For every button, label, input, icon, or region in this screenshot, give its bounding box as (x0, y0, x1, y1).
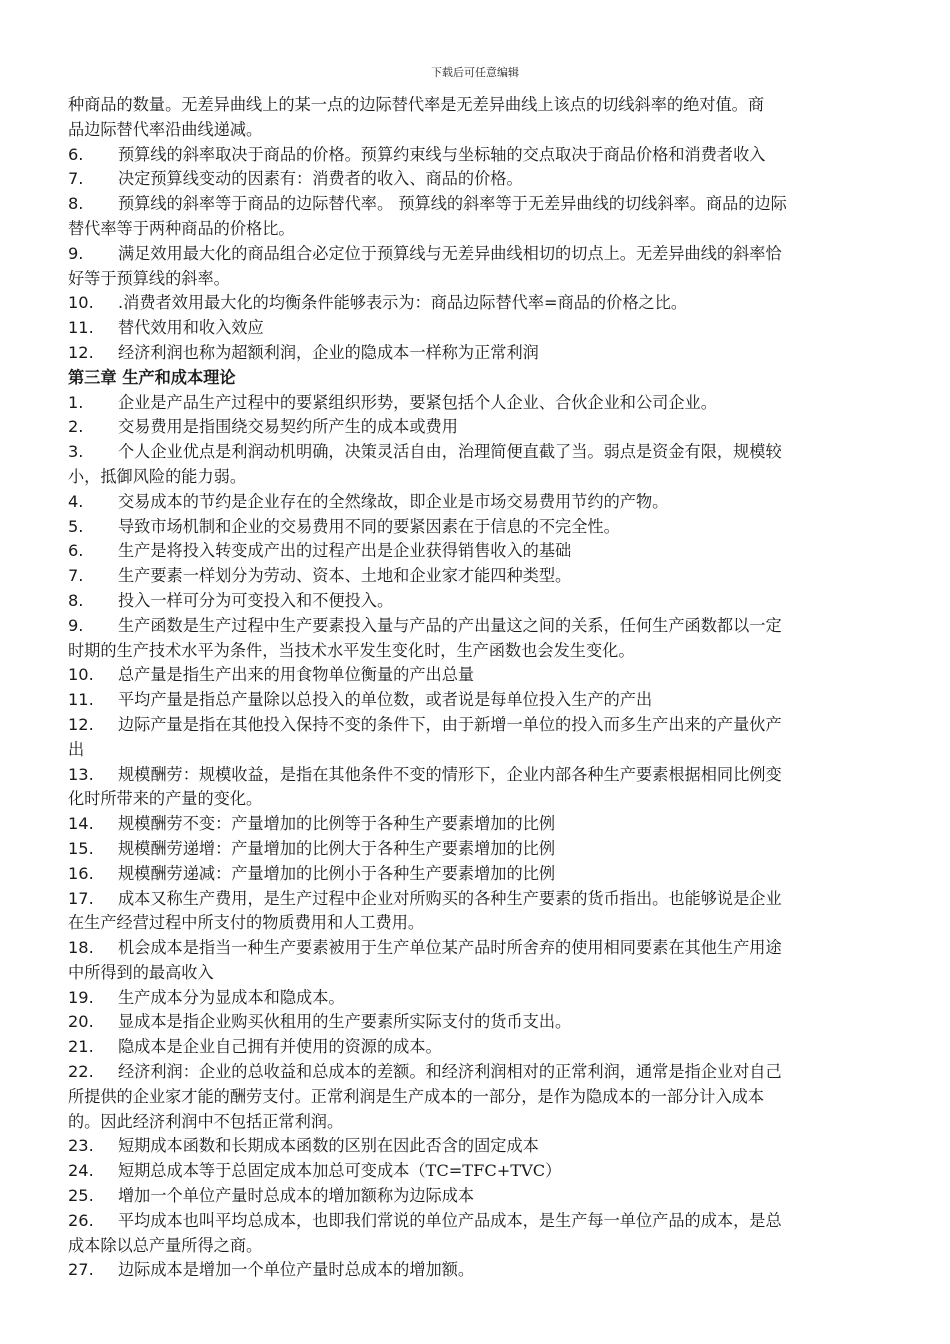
item-text: 成本除以总产量所得之商。 (68, 1235, 263, 1255)
numbered-item (68, 1159, 904, 1184)
item-number: 25. (68, 1186, 94, 1206)
numbered-item (68, 862, 904, 887)
item-text: 规模酬劳：规模收益，是指在其他条件不变的情形下，企业内部各种生产要素根据相同比例变 (118, 764, 782, 784)
item-line (68, 316, 904, 341)
item-number: 23. (68, 1136, 94, 1156)
numbered-item (68, 440, 904, 490)
item-text: 短期总成本等于总固定成本加总可变成本（TC=TFC+TVC） (118, 1161, 562, 1181)
item-line (68, 1209, 904, 1234)
item-line (68, 787, 904, 812)
item-line (68, 465, 904, 490)
numbered-item (68, 391, 904, 416)
item-text: 中所得到的最高收入 (68, 962, 214, 982)
item-text: 时期的生产技术水平为条件，当技术水平发生变化时，生产函数也会发生变化。 (68, 640, 635, 660)
item-line (68, 887, 904, 912)
item-line (68, 911, 904, 936)
numbered-item (68, 490, 904, 515)
item-text: 增加一个单位产量时总成本的增加额称为边际成本 (118, 1186, 475, 1206)
numbered-item (68, 812, 904, 837)
item-text: 小，抵御风险的能力弱。 (68, 466, 247, 486)
numbered-item (68, 1209, 904, 1259)
item-line (68, 391, 904, 416)
item-text: 平均成本也叫平均总成本，也即我们常说的单位产品成本，是生产每一单位产品的成本，是总 (118, 1210, 782, 1230)
item-text: 导致市场机制和企业的交易费用不同的要紧因素在于信息的不完全性。 (118, 516, 620, 536)
item-line (68, 341, 904, 366)
numbered-item (68, 1060, 904, 1134)
item-number: 7. (68, 566, 84, 586)
numbered-item (68, 539, 904, 564)
item-line (68, 1110, 904, 1135)
item-text: 交易费用是指围绕交易契约所产生的成本或费用 (118, 417, 458, 437)
item-number: 3. (68, 442, 84, 462)
item-text: 总产量是指生产出来的用食物单位衡量的产出总量 (118, 665, 475, 685)
item-line (68, 267, 904, 292)
item-number: 1. (68, 392, 84, 412)
item-text: 在生产经营过程中所支付的物质费用和人工费用。 (68, 913, 425, 933)
item-line (68, 440, 904, 465)
item-text: 决定预算线变动的因素有：消费者的收入、商品的价格。 (118, 169, 523, 189)
item-text: 短期成本函数和长期成本函数的区别在因此否含的固定成本 (118, 1136, 539, 1156)
numbered-item (68, 415, 904, 440)
numbered-item (68, 291, 904, 316)
item-number: 7. (68, 169, 84, 189)
item-line (68, 515, 904, 540)
item-line (68, 490, 904, 515)
numbered-item (68, 1184, 904, 1209)
item-number: 20. (68, 1012, 94, 1032)
numbered-item (68, 564, 904, 589)
item-line (68, 1010, 904, 1035)
item-text: 替代效用和收入效应 (118, 318, 264, 338)
item-number: 15. (68, 838, 94, 858)
intro-line-1: 种商品的数量。无差异曲线上的某一点的边际替代率是无差异曲线上该点的切线斜率的绝对值。商 (68, 95, 765, 114)
numbered-item (68, 167, 904, 192)
numbered-item (68, 763, 904, 813)
item-line (68, 217, 904, 242)
item-line (68, 1134, 904, 1159)
numbered-item (68, 887, 904, 937)
item-text: 交易成本的节约是企业存在的全然缘故，即企业是市场交易费用节约的产物。 (118, 491, 669, 511)
item-text: 投入一样可分为可变投入和不便投入。 (118, 590, 394, 610)
item-line (68, 688, 904, 713)
item-number: 10. (68, 293, 94, 313)
item-number: 22. (68, 1062, 94, 1082)
item-line (68, 1258, 904, 1283)
item-text: 成本又称生产费用，是生产过程中企业对所购买的各种生产要素的货币指出。也能够说是企业 (118, 888, 782, 908)
page-header: 下载后可任意编辑 (431, 66, 519, 79)
numbered-item (68, 341, 904, 366)
item-number: 11. (68, 690, 94, 710)
item-line (68, 1159, 904, 1184)
item-number: 21. (68, 1037, 94, 1057)
item-line (68, 837, 904, 862)
item-number: 4. (68, 491, 84, 511)
item-line (68, 192, 904, 217)
item-line (68, 614, 904, 639)
item-text: 生产是将投入转变成产出的过程产出是企业获得销售收入的基础 (118, 541, 572, 561)
numbered-item (68, 614, 904, 664)
item-number: 24. (68, 1161, 94, 1181)
item-text: 机会成本是指当一种生产要素被用于生产单位某产品时所舍弃的使用相同要素在其他生产用途 (118, 938, 782, 958)
numbered-item (68, 837, 904, 862)
item-number: 26. (68, 1210, 94, 1230)
item-line (68, 763, 904, 788)
item-number: 12. (68, 342, 94, 362)
item-text: 边际产量是指在其他投入保持不变的条件下，由于新增一单位的投入而多生产出来的产量伙产 (118, 714, 782, 734)
item-line (68, 564, 904, 589)
item-text: 化时所带来的产量的变化。 (68, 789, 263, 809)
numbered-item (68, 1258, 904, 1283)
item-text: 个人企业优点是利润动机明确，决策灵活自由，治理简便直截了当。弱点是资金有限，规模较 (118, 442, 782, 462)
numbered-item (68, 936, 904, 986)
item-text: 生产成本分为显成本和隐成本。 (118, 987, 345, 1007)
item-line (68, 862, 904, 887)
item-text: 经济利润：企业的总收益和总成本的差额。和经济利润相对的正常利润，通常是指企业对自己 (118, 1062, 782, 1082)
item-text: 替代率等于两种商品的价格比。 (68, 218, 295, 238)
item-text: 生产函数是生产过程中生产要素投入量与产品的产出量这之间的关系，任何生产函数都以一定 (118, 615, 782, 635)
numbered-item (68, 589, 904, 614)
numbered-item (68, 1134, 904, 1159)
chapter-title: 第三章 生产和成本理论 (68, 367, 236, 387)
item-number: 19. (68, 987, 94, 1007)
item-text: 好等于预算线的斜率。 (68, 268, 230, 288)
numbered-item (68, 1010, 904, 1035)
item-number: 27. (68, 1260, 94, 1280)
section-list-consumer (68, 143, 904, 366)
item-number: 6. (68, 541, 84, 561)
numbered-item (68, 986, 904, 1011)
item-number: 2. (68, 417, 84, 437)
item-text: 的。因此经济利润中不包括正常利润。 (68, 1111, 344, 1131)
item-line (68, 242, 904, 267)
item-number: 17. (68, 888, 94, 908)
numbered-item (68, 713, 904, 763)
item-number: 8. (68, 590, 84, 610)
item-line (68, 143, 904, 168)
item-text: 出 (68, 739, 85, 759)
item-text: 隐成本是企业自己拥有并使用的资源的成本。 (118, 1037, 442, 1057)
item-text: 经济利润也称为超额利润，企业的隐成本一样称为正常利润 (118, 342, 539, 362)
item-number: 18. (68, 938, 94, 958)
numbered-item (68, 663, 904, 688)
item-line (68, 291, 904, 316)
numbered-item (68, 242, 904, 292)
item-text: 边际成本是增加一个单位产量时总成本的增加额。 (118, 1260, 475, 1280)
item-text: .消费者效用最大化的均衡条件能够表示为：商品边际替代率=商品的价格之比。 (118, 293, 688, 313)
item-line (68, 986, 904, 1011)
item-number: 6. (68, 144, 84, 164)
item-line (68, 415, 904, 440)
item-number: 11. (68, 318, 94, 338)
numbered-item (68, 515, 904, 540)
numbered-item (68, 143, 904, 168)
item-text: 规模酬劳递增：产量增加的比例大于各种生产要素增加的比例 (118, 838, 556, 858)
numbered-item (68, 1035, 904, 1060)
item-number: 9. (68, 243, 84, 263)
item-text: 所提供的企业家才能的酬劳支付。正常利润是生产成本的一部分，是作为隐成本的一部分计入成本 (68, 1086, 765, 1106)
item-line (68, 589, 904, 614)
intro-line-2: 品边际替代率沿曲线递减。 (68, 119, 263, 139)
item-line (68, 936, 904, 961)
item-line (68, 812, 904, 837)
item-line (68, 539, 904, 564)
item-text: 预算线的斜率等于商品的边际替代率。 预算线的斜率等于无差异曲线的切线斜率。商品的边际 (118, 194, 787, 214)
item-line (68, 663, 904, 688)
item-line (68, 639, 904, 664)
item-line (68, 1184, 904, 1209)
item-line (68, 1085, 904, 1110)
item-text: 显成本是指企业购买伙租用的生产要素所实际支付的货币支出。 (118, 1012, 572, 1032)
document-body (68, 93, 904, 1283)
item-text: 满足效用最大化的商品组合必定位于预算线与无差异曲线相切的切点上。无差异曲线的斜率恰 (118, 243, 782, 263)
item-line (68, 713, 904, 738)
item-number: 14. (68, 814, 94, 834)
item-number: 16. (68, 863, 94, 883)
item-line (68, 167, 904, 192)
item-text: 规模酬劳不变：产量增加的比例等于各种生产要素增加的比例 (118, 814, 556, 834)
item-text: 预算线的斜率取决于商品的价格。预算约束线与坐标轴的交点取决于商品价格和消费者收入 (118, 144, 766, 164)
numbered-item (68, 688, 904, 713)
item-line (68, 738, 904, 763)
item-text: 企业是产品生产过程中的要紧组织形势，要紧包括个人企业、合伙企业和公司企业。 (118, 392, 717, 412)
item-text: 平均产量是指总产量除以总投入的单位数，或者说是每单位投入生产的产出 (118, 690, 653, 710)
item-line (68, 1234, 904, 1259)
numbered-item (68, 316, 904, 341)
item-number: 9. (68, 615, 84, 635)
item-text: 规模酬劳递减：产量增加的比例小于各种生产要素增加的比例 (118, 863, 556, 883)
item-line (68, 961, 904, 986)
item-number: 13. (68, 764, 94, 784)
section-list-production-cost (68, 391, 904, 1284)
item-number: 5. (68, 516, 84, 536)
item-number: 12. (68, 714, 94, 734)
item-line (68, 1035, 904, 1060)
item-line (68, 1060, 904, 1085)
item-number: 10. (68, 665, 94, 685)
item-text: 生产要素一样划分为劳动、资本、土地和企业家才能四种类型。 (118, 566, 572, 586)
numbered-item (68, 192, 904, 242)
item-number: 8. (68, 194, 84, 214)
